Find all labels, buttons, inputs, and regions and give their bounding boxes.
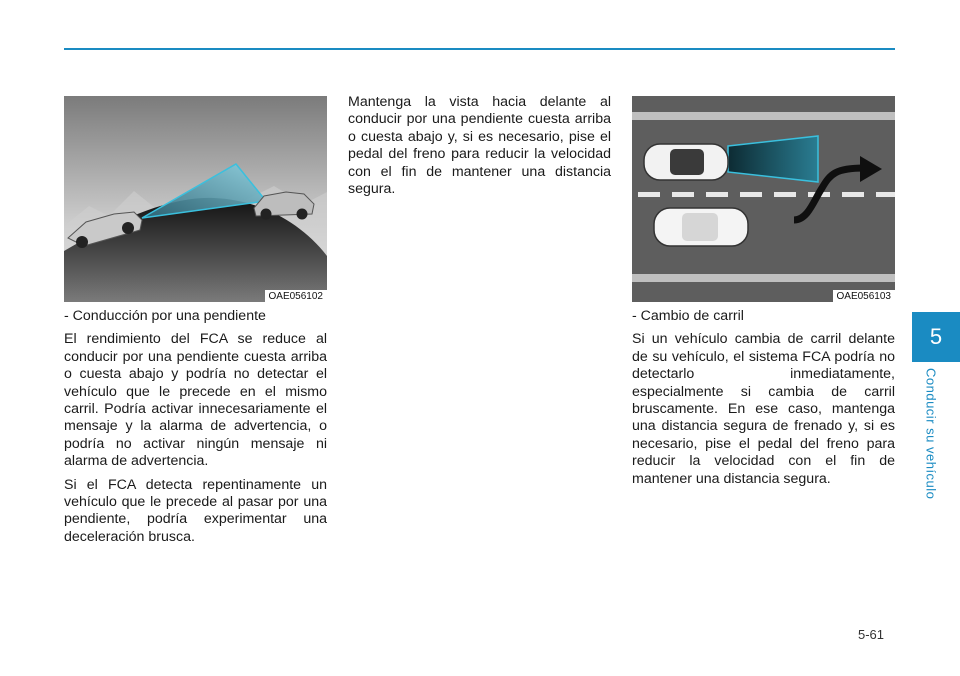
column-3	[632, 308, 895, 494]
page-number: 5-61	[858, 627, 885, 642]
header-rule	[64, 48, 895, 50]
lane-change-illustration	[632, 96, 895, 302]
section-heading: - Conducción por una pendiente	[64, 308, 266, 324]
column-2	[348, 94, 611, 204]
car-cutting-in	[644, 144, 728, 180]
figure-code: OAE056103	[833, 290, 896, 302]
section-heading: - Cambio de carril	[632, 308, 744, 324]
figure-slope	[64, 96, 327, 302]
chapter-number-tab: 5	[912, 312, 960, 362]
chapter-title: Conducir su vehículo	[923, 368, 939, 500]
paragraph: Mantenga la vista hacia delante al conducir por una pendiente cuesta arriba o cuesta abajo y, si es necesario, pise el pedal del freno para reducir la velocidad con el fin de mantener una distancia segura.	[348, 94, 611, 198]
car-own	[654, 208, 748, 246]
slope-illustration	[64, 96, 327, 302]
paragraph: El rendimiento del FCA se reduce al conducir por una pendiente cuesta arriba o cuesta abajo y podría no detectar el vehículo que le precede en el mismo carril. Podría activar innecesariamente el mensaje y la alarma de advertencia, o podría no activar ningún mensaje ni alarma de advertencia.	[64, 331, 327, 470]
figure-lane-change	[632, 96, 895, 302]
figure-code: OAE056102	[265, 290, 328, 302]
paragraph: Si el FCA detecta repentinamente un vehículo que le precede al pasar por una pendiente, podría experimentar una deceleración brusca.	[64, 476, 327, 545]
column-1	[64, 308, 327, 552]
paragraph: Si un vehículo cambia de carril delante de su vehículo, el sistema FCA podría no detectarlo inmediatamente, especialmente si cambia de carril bruscamente. En ese caso, mantenga una distancia segura de frenado y, si es necesario, pise el pedal del freno para reducir la velocidad con el fin de mantener una distancia segura.	[632, 331, 895, 487]
